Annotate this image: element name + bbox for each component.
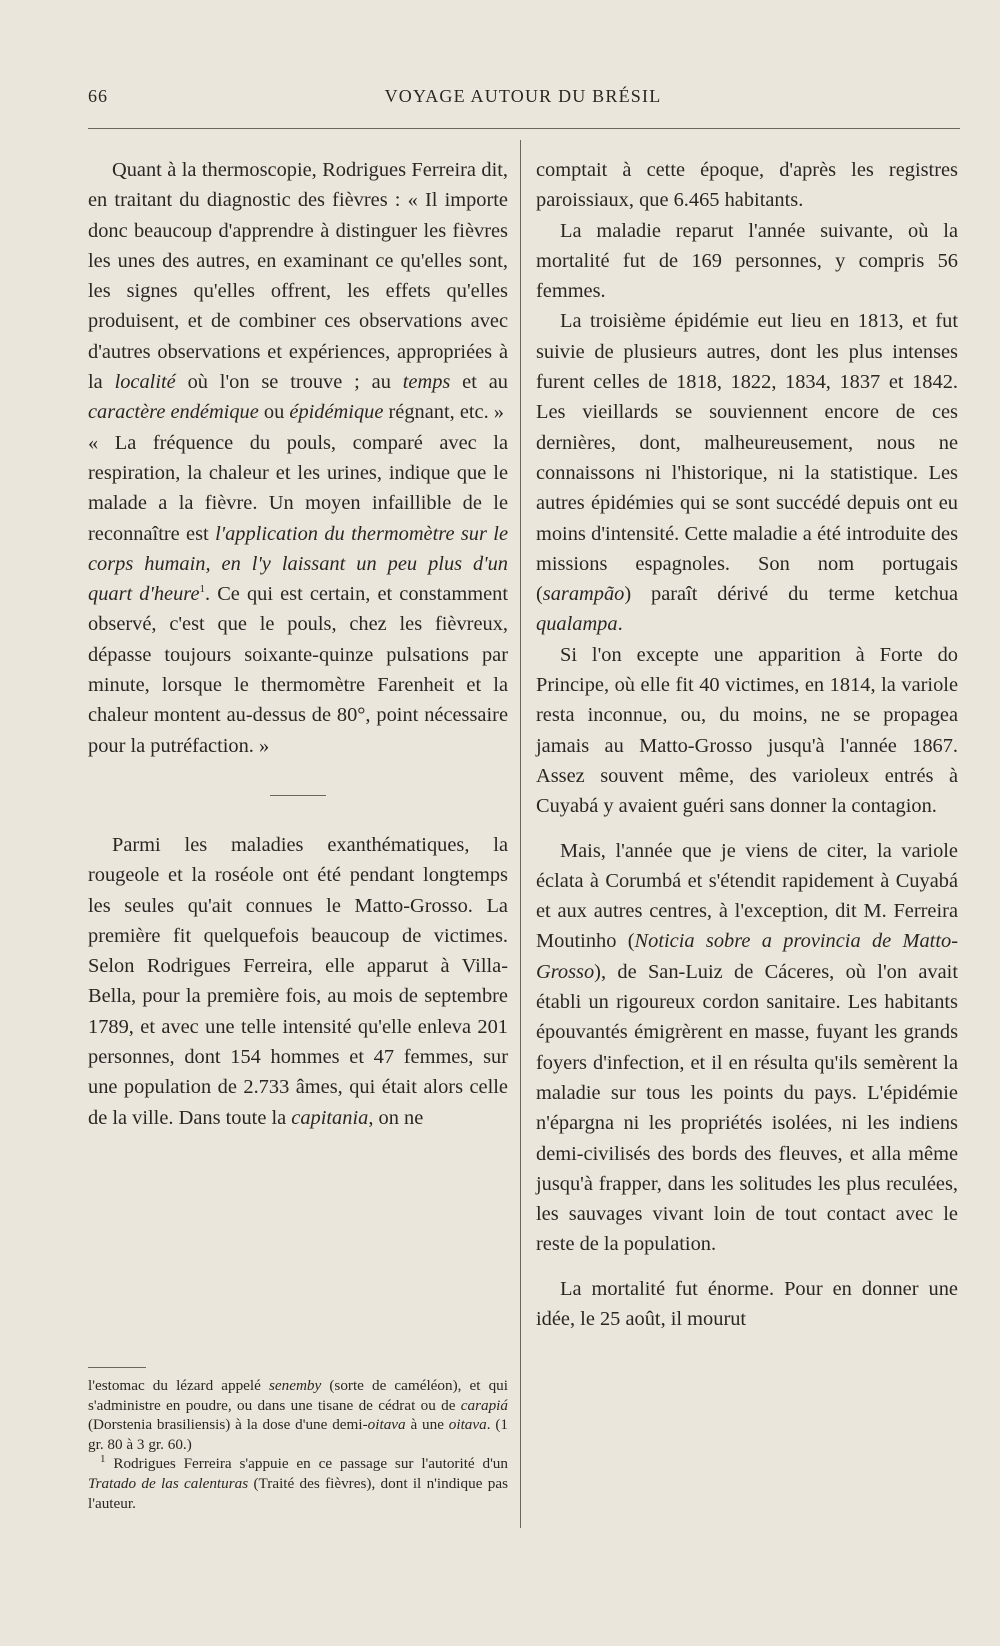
paragraph-mortalite: La mortalité fut énorme. Pour en donner une idée, le 25 août, il mourut bbox=[536, 1277, 958, 1330]
page-number: 66 bbox=[88, 86, 108, 106]
paragraph-continuation: comptait à cette époque, d'après les registres paroissiaux, que 6.465 habitants. bbox=[536, 159, 958, 212]
paragraph-pouls: « La fréquence du pouls, comparé avec la respiration, la chaleur et les urines, indique que le malade a la fièvre. Un moyen infaillible de le reconnaître est l'application du thermomètre sur le corps humain, en l'y laissant un peu plus d'un quart d'heure$^1$. Ce qui est certain, et constamment observé, c'est que le pouls, chez les fièvreux, dépasse toujours soixante-quinze pulsations par minute, lorsque le thermomètre Farenheit et la chaleur montent au-dessus de 80°, point nécessaire pour la putréfaction. » bbox=[88, 431, 509, 757]
column-divider bbox=[520, 140, 521, 1528]
footnote-continuation: l'estomac du lézard appelé senemby (sorte de caméléon), et qui s'administre en poudre, ou dans une tisane de cédrat ou de carapiá (Dorstenia brasiliensis) à la dose d'une demi-oitava à une oitava. (1 gr. 80 à 3 gr. 60.) bbox=[88, 1377, 509, 1453]
footnote-rule bbox=[88, 1367, 146, 1368]
paragraph-variole: Si l'on excepte une apparition à Forte do Principe, où elle fit 40 victimes, en 1814, la variole resta inconnue, ou, du moins, ne se propagea jamais au Matto-Grosso jusqu'à l'année 1867. Assez souvent même, des varioleux entrés à Cuyabá y avaient guéri sans donner la contagion. bbox=[536, 643, 958, 818]
paragraph-thermoscopie: Quant à la thermoscopie, Rodrigues Ferreira dit, en traitant du diagnostic des fièvres : « Il importe donc beaucoup d'apprendre à distinguer les fièvres les unes des autres, en examinant ce qu'elles sont, les signes qu'elles offrent, les effets qu'elles produisent, et de combiner ces observations avec d'autres observations et expériences, appropriées à la localité où l'on se trouve ; au temps et au caractère endémique ou épidémique régnant, etc. » bbox=[88, 159, 508, 424]
footnotes bbox=[88, 1376, 508, 1513]
running-title: VOYAGE AUTOUR DU BRÉSIL bbox=[384, 86, 662, 106]
paragraph-corumba: Mais, l'année que je viens de citer, la variole éclata à Corumbá et s'étendit rapidement à Cuyabá et aux autres centres, à l'exception, dit M. Ferreira Moutinho (Noticia sobre a provincia de Matto-Grosso), de San-Luiz de Cáceres, où l'on avait établi un rigoureux cordon sanitaire. Les habitants épouvantés émigrèrent en masse, fuyant les grands foyers d'infection, et il en résulta qu'ils semèrent la maladie sur tous les points du pays. L'épidémie n'épargna ni les propriétés isolées, ni les indiens demi-civilisés des bords des fleuves, et alla même jusqu'à frapper, dans les solitudes les plus reculées, les sauvages vivant loin de tout contact avec le reste de la population. bbox=[536, 839, 958, 1256]
paragraph-troisieme-epidemie: La troisième épidémie eut lieu en 1813, et fut suivie de plusieurs autres, dont les plus intenses furent celles de 1818, 1822, 1834, 1837 et 1842. Les vieillards se souviennent encore de ces dernières, dont, malheureusement, nous ne connaissons ni l'historique, ni la statistique. Les autres épidémies qui se sont succédé depuis ont eu moins d'intensité. Cette maladie a été introduite des missions espagnoles. Son nom portugais (sarampão) paraît dérivé du terme ketchua qualampa. bbox=[536, 310, 958, 636]
header-rule bbox=[88, 128, 960, 129]
right-column bbox=[536, 155, 958, 1334]
paragraph-reparution: La maladie reparut l'année suivante, où la mortalité fut de 169 personnes, y compris 56 femmes. bbox=[536, 219, 958, 303]
section-separator bbox=[270, 795, 326, 796]
paragraph-maladies-exanthematiques: Parmi les maladies exanthématiques, la rougeole et la roséole ont été pendant longtemps les seules qu'ait connues le Matto-Grosso. La première fit quelquefois beaucoup de victimes. Selon Rodrigues Ferreira, elle apparut à Villa-Bella, pour la première fois, au mois de septembre 1789, et avec une telle intensité qu'elle enleva 201 personnes, dont 154 hommes et 47 femmes, sur une population de 2.733 âmes, qui était alors celle de la ville. Dans toute la capitania, on ne bbox=[88, 833, 508, 1129]
footnote-marker: 1 bbox=[199, 583, 206, 596]
page-header bbox=[88, 86, 958, 116]
left-column bbox=[88, 155, 508, 1133]
footnote-1: $^1$ Rodrigues Ferreira s'appuie en ce passage sur l'autorité d'un Tratado de las calenturas (Traité des fièvres), dont il n'indique pas l'auteur. bbox=[88, 1453, 508, 1512]
